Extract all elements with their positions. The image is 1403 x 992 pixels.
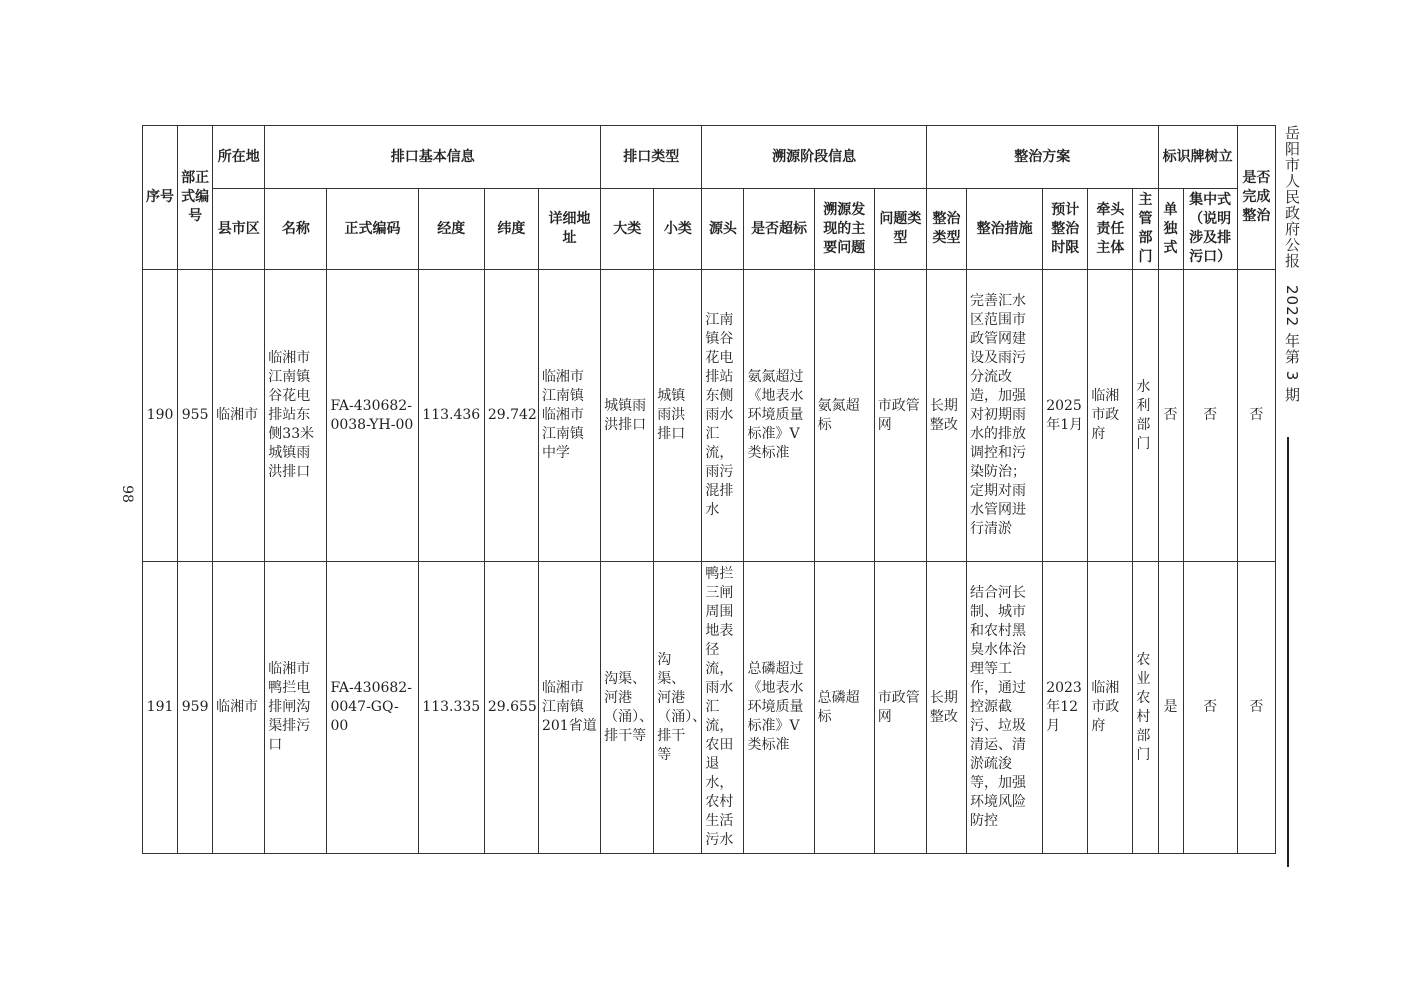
header-lead: 牵头责任主体 bbox=[1088, 189, 1133, 270]
cell-source: 江南镇谷花电排站东侧雨水汇流，雨污混排水 bbox=[702, 270, 744, 562]
cell-seq: 191 bbox=[143, 562, 178, 854]
header-name: 名称 bbox=[265, 189, 327, 270]
cell-ptype: 市政管网 bbox=[874, 562, 926, 854]
header-dept-code: 部正式编号 bbox=[178, 126, 213, 270]
header-seq: 序号 bbox=[143, 126, 178, 270]
header-major: 大类 bbox=[601, 189, 654, 270]
cell-measures: 完善汇水区范围市政管网建设及雨污分流改造，加强对初期雨水的排放调控和污染防治；定期对雨水管网进行清淤 bbox=[967, 270, 1043, 562]
cell-fix-type: 长期整改 bbox=[926, 270, 966, 562]
side-divider bbox=[1287, 437, 1289, 867]
cell-county: 临湘市 bbox=[213, 562, 265, 854]
cell-ptype: 市政管网 bbox=[874, 270, 926, 562]
header-address: 详细地址 bbox=[538, 189, 600, 270]
cell-code: FA-430682-0047-GQ-00 bbox=[327, 562, 418, 854]
header-deadline: 预计整治时限 bbox=[1043, 189, 1088, 270]
cell-major: 沟渠、河港（涌）、排干等 bbox=[601, 562, 654, 854]
page-number: 98 bbox=[118, 485, 135, 503]
header-county: 县市区 bbox=[213, 189, 265, 270]
header-ptype: 问题类型 bbox=[874, 189, 926, 270]
cell-lat: 29.655 bbox=[484, 562, 538, 854]
cell-name: 临湘市江南镇谷花电排站东侧33米城镇雨洪排口 bbox=[265, 270, 327, 562]
cell-lead: 临湘市政府 bbox=[1088, 562, 1133, 854]
cell-central: 否 bbox=[1183, 562, 1237, 854]
cell-problem: 氨氮超标 bbox=[814, 270, 874, 562]
cell-exceed: 氨氮超过《地表水环境质量标准》V类标准 bbox=[744, 270, 814, 562]
cell-address: 临湘市江南镇201省道 bbox=[538, 562, 600, 854]
cell-fix-type: 长期整改 bbox=[926, 562, 966, 854]
header-dept: 主管部门 bbox=[1133, 189, 1158, 270]
cell-seq: 190 bbox=[143, 270, 178, 562]
header-single: 单独式 bbox=[1158, 189, 1183, 270]
header-lat: 纬度 bbox=[484, 189, 538, 270]
cell-county: 临湘市 bbox=[213, 270, 265, 562]
bulletin-title: 岳阳市人民政府公报 2022 年第 3 期 bbox=[1283, 125, 1301, 404]
cell-dept: 农业农村部门 bbox=[1133, 562, 1158, 854]
cell-single: 是 bbox=[1158, 562, 1183, 854]
cell-code: FA-430682-0038-YH-00 bbox=[327, 270, 418, 562]
header-minor: 小类 bbox=[654, 189, 702, 270]
header-code: 正式编码 bbox=[327, 189, 418, 270]
cell-minor: 沟渠、河港（涌）、排干等 bbox=[654, 562, 702, 854]
cell-exceed: 总磷超过《地表水环境质量标准》V类标准 bbox=[744, 562, 814, 854]
cell-major: 城镇雨洪排口 bbox=[601, 270, 654, 562]
cell-completed: 否 bbox=[1237, 562, 1275, 854]
header-source: 源头 bbox=[702, 189, 744, 270]
header-plan: 整治方案 bbox=[926, 126, 1158, 189]
header-location: 所在地 bbox=[213, 126, 265, 189]
cell-address: 临湘市江南镇临湘市江南镇中学 bbox=[538, 270, 600, 562]
header-sign: 标识牌树立 bbox=[1158, 126, 1237, 189]
cell-problem: 总磷超标 bbox=[814, 562, 874, 854]
header-problem: 溯源发现的主要问题 bbox=[814, 189, 874, 270]
cell-lat: 29.742 bbox=[484, 270, 538, 562]
table-row bbox=[143, 562, 1276, 854]
outlet-table bbox=[142, 125, 1276, 854]
cell-source: 鸭拦三闸周围地表径流，雨水汇流，农田退水，农村生活污水 bbox=[702, 562, 744, 854]
header-exceed: 是否超标 bbox=[744, 189, 814, 270]
cell-deadline: 2023年12月 bbox=[1043, 562, 1088, 854]
header-lon: 经度 bbox=[418, 189, 484, 270]
cell-dept: 水利部门 bbox=[1133, 270, 1158, 562]
cell-dept-code: 959 bbox=[178, 562, 213, 854]
header-outlet-type: 排口类型 bbox=[601, 126, 702, 189]
header-completed: 是否完成整治 bbox=[1237, 126, 1275, 270]
cell-central: 否 bbox=[1183, 270, 1237, 562]
cell-lead: 临湘市政府 bbox=[1088, 270, 1133, 562]
header-trace-info: 溯源阶段信息 bbox=[702, 126, 927, 189]
cell-deadline: 2025年1月 bbox=[1043, 270, 1088, 562]
cell-lon: 113.436 bbox=[418, 270, 484, 562]
cell-name: 临湘市鸭拦电排闸沟渠排污口 bbox=[265, 562, 327, 854]
header-basic-info: 排口基本信息 bbox=[265, 126, 601, 189]
cell-completed: 否 bbox=[1237, 270, 1275, 562]
cell-single: 否 bbox=[1158, 270, 1183, 562]
cell-measures: 结合河长制、城市和农村黑臭水体治理等工作，通过控源截污、垃圾清运、清淤疏浚等，加强环境风险防控 bbox=[967, 562, 1043, 854]
table-row bbox=[143, 270, 1276, 562]
header-central: 集中式（说明涉及排污口） bbox=[1183, 189, 1237, 270]
cell-dept-code: 955 bbox=[178, 270, 213, 562]
cell-minor: 城镇雨洪排口 bbox=[654, 270, 702, 562]
cell-lon: 113.335 bbox=[418, 562, 484, 854]
header-measures: 整治措施 bbox=[967, 189, 1043, 270]
header-fix-type: 整治类型 bbox=[926, 189, 966, 270]
